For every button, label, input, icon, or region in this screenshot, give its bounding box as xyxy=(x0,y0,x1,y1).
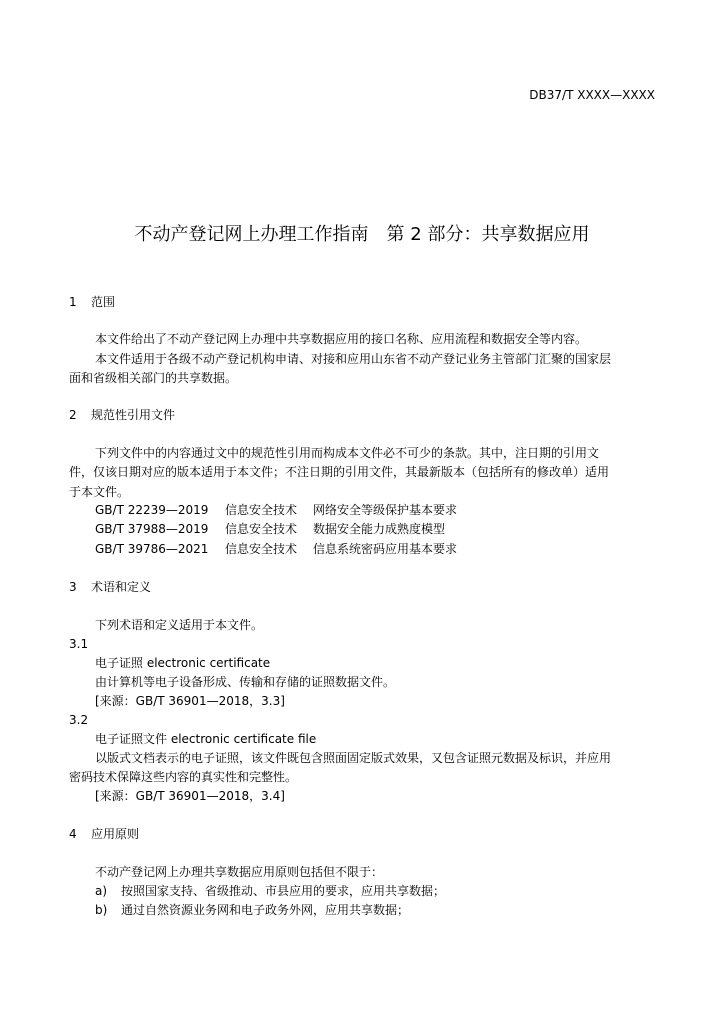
term-name: 电子证照文件 electronic certificate file xyxy=(95,732,317,746)
paragraph: 不动产登记网上办理共享数据应用原则包括但不限于： xyxy=(95,865,384,879)
reference-title: 数据安全能力成熟度模型 xyxy=(313,522,446,536)
reference-category: 信息安全技术 xyxy=(225,522,298,536)
reference-item xyxy=(95,540,457,558)
term-name: 电子证照 electronic certificate xyxy=(95,656,271,670)
paragraph-continued: 于本文件。 xyxy=(69,485,130,499)
document-title: 不动产登记网上办理工作指南 第 2 部分：共享数据应用 xyxy=(134,224,590,245)
term-definition: 由计算机等电子设备形成、传输和存储的证照数据文件。 xyxy=(95,675,396,689)
term-source: [来源：GB/T 36901—2018，3.4] xyxy=(95,789,285,803)
reference-category: 信息安全技术 xyxy=(225,503,298,517)
paragraph: 下列术语和定义适用于本文件。 xyxy=(95,618,264,632)
paragraph: 下列文件中的内容通过文中的规范性引用而构成本文件必不可少的条款。其中，注日期的引用文 xyxy=(95,446,600,460)
list-item-tag: a) xyxy=(95,884,108,898)
term-number: 3.2 xyxy=(69,713,89,727)
term-source: [来源：GB/T 36901—2018，3.3] xyxy=(95,694,285,708)
term-definition: 以版式文档表示的电子证照，该文件既包含照面固定版式效果，又包含证照元数据及标识，并应用 xyxy=(95,751,612,765)
list-item-text: 通过自然资源业务网和电子政务外网，应用共享数据； xyxy=(121,903,410,917)
reference-item xyxy=(95,501,457,519)
section-title: 术语和定义 xyxy=(91,580,152,594)
section-title: 规范性引用文件 xyxy=(91,408,176,422)
section-heading-1 xyxy=(69,293,115,311)
paragraph-continued: 面和省级相关部门的共享数据。 xyxy=(69,371,238,385)
term-number: 3.1 xyxy=(69,637,89,651)
paragraph: 本文件适用于各级不动产登记机构申请、对接和应用山东省不动产登记业务主管部门汇聚的国家层 xyxy=(95,352,612,366)
list-item xyxy=(95,901,409,919)
section-heading-2 xyxy=(69,406,175,424)
reference-title: 信息系统密码应用基本要求 xyxy=(313,542,458,556)
reference-code: GB/T 22239—2019 xyxy=(95,503,209,517)
section-number: 1 xyxy=(69,295,77,309)
reference-item xyxy=(95,520,445,538)
section-heading-3 xyxy=(69,578,151,596)
section-number: 2 xyxy=(69,408,77,422)
list-item-tag: b) xyxy=(95,903,108,917)
reference-code: GB/T 37988—2019 xyxy=(95,522,209,536)
paragraph: 本文件给出了不动产登记网上办理中共享数据应用的接口名称、应用流程和数据安全等内容。 xyxy=(95,332,588,346)
section-title: 应用原则 xyxy=(91,827,140,841)
section-number: 3 xyxy=(69,580,77,594)
section-number: 4 xyxy=(69,827,77,841)
standard-code: DB37/T XXXX—XXXX xyxy=(529,88,655,102)
reference-title: 网络安全等级保护基本要求 xyxy=(313,503,458,517)
reference-code: GB/T 39786—2021 xyxy=(95,542,209,556)
list-item xyxy=(95,882,445,900)
paragraph-continued: 件，仅该日期对应的版本适用于本文件；不注日期的引用文件，其最新版本（包括所有的修改单）适用 xyxy=(69,465,610,479)
list-item-text: 按照国家支持、省级推动、市县应用的要求，应用共享数据； xyxy=(121,884,446,898)
term-definition-continued: 密码技术保障这些内容的真实性和完整性。 xyxy=(69,770,298,784)
section-title: 范围 xyxy=(91,295,116,309)
section-heading-4 xyxy=(69,825,139,843)
reference-category: 信息安全技术 xyxy=(225,542,298,556)
